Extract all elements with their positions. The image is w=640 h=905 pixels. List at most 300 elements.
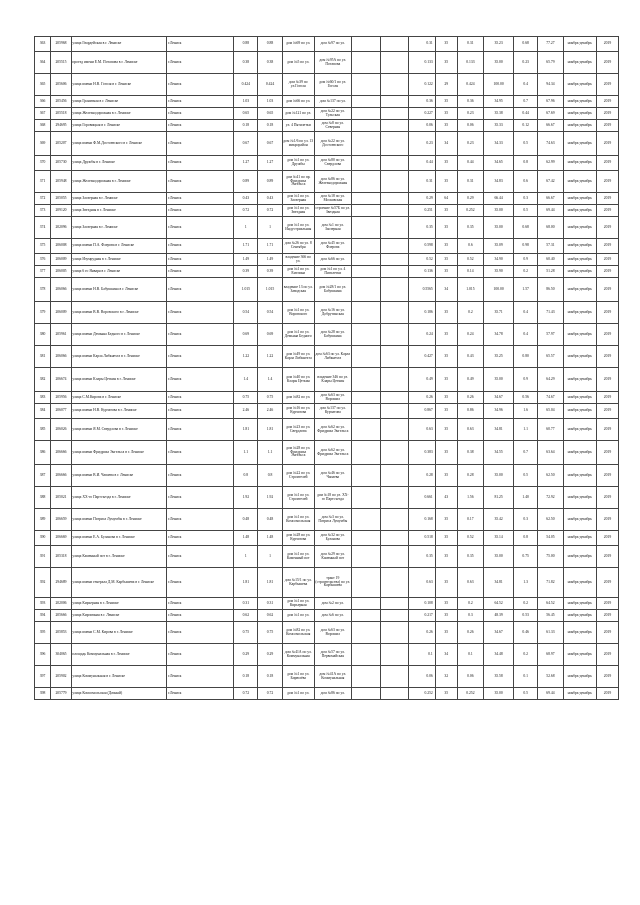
cell-row-number: 370 <box>35 156 51 171</box>
cell-road-id: 304065 <box>51 644 72 666</box>
cell-road-id: 205961 <box>51 324 72 346</box>
cell-end-point: дом №57 по ул. Первомайская <box>314 644 351 666</box>
cell-value-c: 0.75 <box>514 546 538 568</box>
cell-value-c: 0.5 <box>514 205 538 217</box>
cell-end-point: тракт 19 (строительства) по ул. Карбышева <box>314 568 351 598</box>
cell-blank-2 <box>380 52 409 74</box>
cell-percent-a: 35 <box>435 531 457 546</box>
cell-length-total: 2.46 <box>234 404 258 419</box>
cell-end-point: дом №97 по ул. <box>314 37 351 52</box>
cell-value-c: 1.40 <box>514 487 538 509</box>
cell-row-number: 384 <box>35 404 51 419</box>
cell-blank-1 <box>351 441 380 465</box>
cell-blank-1 <box>351 487 380 509</box>
cell-blank-1 <box>351 419 380 441</box>
cell-start-point: дом №66 по ул. <box>282 96 314 108</box>
cell-value-b: 0.43 <box>457 346 483 368</box>
cell-road-id: 206669 <box>51 531 72 546</box>
cell-row-number: 389 <box>35 509 51 531</box>
cell-road-id: 205968 <box>51 37 72 52</box>
cell-period: ноябрь-декабрь <box>563 368 596 392</box>
cell-percent-c: 86.50 <box>538 278 563 302</box>
cell-locality: г.Лениск <box>167 37 234 52</box>
cell-length-measured: 0.54 <box>258 302 282 324</box>
cell-length-total: 0.424 <box>234 74 258 96</box>
cell-locality: г.Лениск <box>167 419 234 441</box>
cell-row-number: 363 <box>35 37 51 52</box>
cell-road-name: улица имени Н.В. Бабушкина в г. Лениске <box>71 278 167 302</box>
cell-length-measured: 0.29 <box>258 644 282 666</box>
cell-blank-2 <box>380 217 409 239</box>
cell-value-b: 0.52 <box>457 254 483 266</box>
cell-value-b: 0.26 <box>457 622 483 644</box>
cell-length-measured: 1 <box>258 217 282 239</box>
cell-blank-2 <box>380 688 409 700</box>
cell-road-id: 206009 <box>51 254 72 266</box>
cell-percent-b: 34.65 <box>484 156 514 171</box>
cell-percent-a: 29 <box>435 74 457 96</box>
cell-end-point: дом №86 по ул. <box>314 688 351 700</box>
cell-value-a: 0.252 <box>409 688 435 700</box>
cell-length-measured: 2.46 <box>258 404 282 419</box>
cell-road-id: 205956 <box>51 392 72 404</box>
cell-start-point: дом №1 по ул. Индустриальная <box>282 217 314 239</box>
cell-start-point: дом №26 по ул. 8 Сентября <box>282 239 314 254</box>
cell-length-total: 0.72 <box>234 205 258 217</box>
cell-row-number: 391 <box>35 546 51 568</box>
cell-blank-1 <box>351 465 380 487</box>
cell-blank-1 <box>351 254 380 266</box>
table-row <box>35 37 619 52</box>
cell-blank-1 <box>351 346 380 368</box>
cell-blank-2 <box>380 610 409 622</box>
cell-locality: г.Лениск <box>167 239 234 254</box>
cell-period: ноябрь-декабрь <box>563 392 596 404</box>
cell-end-point: дом №62 по ул. Фридриха Энгельса <box>314 441 351 465</box>
cell-locality: г.Лениск <box>167 132 234 156</box>
cell-locality: г.Лениск <box>167 108 234 120</box>
cell-row-number: 387 <box>35 465 51 487</box>
cell-length-measured: 0.72 <box>258 205 282 217</box>
cell-percent-c: 74.67 <box>538 392 563 404</box>
cell-locality: г.Лениск <box>167 278 234 302</box>
cell-blank-1 <box>351 546 380 568</box>
cell-start-point: дом №28 по ул. Курчатова <box>282 531 314 546</box>
cell-percent-b: 34.67 <box>484 392 514 404</box>
cell-start-point: дом №5 по ул. <box>282 52 314 74</box>
cell-value-b: 0.133 <box>457 52 483 74</box>
cell-value-b: 0.86 <box>457 404 483 419</box>
cell-row-number: 390 <box>35 531 51 546</box>
cell-period: ноябрь-декабрь <box>563 346 596 368</box>
cell-start-point: владение 13 по ул. Заводская <box>282 278 314 302</box>
cell-percent-c: 64.29 <box>538 368 563 392</box>
cell-road-id: 205207 <box>51 132 72 156</box>
cell-length-measured: 0.69 <box>258 324 282 346</box>
cell-value-c: 0.4 <box>514 324 538 346</box>
cell-locality: г.Лениск <box>167 465 234 487</box>
cell-blank-2 <box>380 266 409 278</box>
cell-road-name: улица Комсомольская (Дачный) <box>71 688 167 700</box>
cell-length-total: 0.75 <box>234 622 258 644</box>
cell-value-c: 0.5 <box>514 688 538 700</box>
cell-period: ноябрь-декабрь <box>563 96 596 108</box>
cell-end-point: дом №137 по ул. Курчатова <box>314 404 351 419</box>
cell-period: ноябрь-декабрь <box>563 217 596 239</box>
cell-start-point: дом №1 по ул. Строителей <box>282 487 314 509</box>
cell-period: ноябрь-декабрь <box>563 74 596 96</box>
cell-length-total: 0.72 <box>234 688 258 700</box>
cell-period: ноябрь-декабрь <box>563 108 596 120</box>
cell-road-name: улица Заозерная в г. Лениске <box>71 193 167 205</box>
cell-period: ноябрь-декабрь <box>563 52 596 74</box>
cell-percent-b: 35.09 <box>484 239 514 254</box>
cell-percent-b: 34.33 <box>484 132 514 156</box>
cell-length-measured: 0.75 <box>258 392 282 404</box>
cell-length-total: 1.015 <box>234 278 258 302</box>
cell-length-measured: 1.49 <box>258 254 282 266</box>
cell-period: ноябрь-декабрь <box>563 302 596 324</box>
cell-start-point: дом №121 по ул. <box>282 108 314 120</box>
cell-blank-2 <box>380 568 409 598</box>
cell-length-total: 0.54 <box>234 302 258 324</box>
cell-length-total: 0.88 <box>234 37 258 52</box>
cell-row-number: 364 <box>35 52 51 74</box>
cell-end-point: дом №2 по ул. <box>314 598 351 610</box>
cell-percent-a: 35 <box>435 509 457 531</box>
cell-length-measured: 0.38 <box>258 52 282 74</box>
cell-row-number: 394 <box>35 610 51 622</box>
table-row <box>35 644 619 666</box>
cell-locality: г.Лениск <box>167 120 234 132</box>
cell-end-point: дом №18 по ул. Московская <box>314 193 351 205</box>
cell-percent-b: 35.00 <box>484 368 514 392</box>
cell-value-a: 0.44 <box>409 156 435 171</box>
cell-blank-1 <box>351 688 380 700</box>
cell-value-b: 0.38 <box>457 441 483 465</box>
cell-length-total: 1.4 <box>234 368 258 392</box>
cell-length-total: 0.18 <box>234 120 258 132</box>
cell-row-number: 393 <box>35 598 51 610</box>
cell-start-point: дом №41 по пр. Фридриха Энгельса <box>282 171 314 193</box>
cell-length-measured: 0.39 <box>258 266 282 278</box>
cell-value-c: 0.8 <box>514 531 538 546</box>
cell-end-point: дом №18 по ул. XX-го Партсъезда <box>314 487 351 509</box>
cell-start-point: дом №22 по ул. Строителей <box>282 465 314 487</box>
cell-road-id: 206005 <box>51 266 72 278</box>
cell-row-number: 372 <box>35 193 51 205</box>
cell-end-point: дом №28 по ул. Бабушкина <box>314 324 351 346</box>
cell-end-point: дом №137 по ул. <box>314 96 351 108</box>
cell-percent-a: 34 <box>435 132 457 156</box>
cell-value-b: 0.49 <box>457 368 483 392</box>
cell-period: ноябрь-декабрь <box>563 239 596 254</box>
cell-percent-b: 35.00 <box>484 217 514 239</box>
cell-value-c: 0.44 <box>514 108 538 120</box>
cell-length-measured: 1.1 <box>258 441 282 465</box>
cell-percent-b: 35.38 <box>484 108 514 120</box>
cell-length-measured: 0.65 <box>258 108 282 120</box>
cell-value-c: 0.4 <box>514 74 538 96</box>
cell-row-number: 397 <box>35 666 51 688</box>
cell-period: ноябрь-декабрь <box>563 171 596 193</box>
cell-percent-b: 34.95 <box>484 96 514 108</box>
cell-road-name: улица имени Н.В. Гоголя в г. Лениске <box>71 74 167 96</box>
table-row <box>35 419 619 441</box>
cell-start-point: дом №16 по ул. Курчатова <box>282 404 314 419</box>
cell-blank-1 <box>351 610 380 622</box>
cell-period: ноябрь-декабрь <box>563 156 596 171</box>
cell-start-point: дом №15/1 по ул. Карбышева <box>282 568 314 598</box>
cell-end-point: дом №1 по ул. Заозерная <box>314 217 351 239</box>
cell-value-b: 0.24 <box>457 324 483 346</box>
cell-value-a: 0.133 <box>409 52 435 74</box>
cell-locality: г.Лениск <box>167 487 234 509</box>
cell-locality: г.Лениск <box>167 622 234 644</box>
cell-blank-2 <box>380 96 409 108</box>
cell-end-point: дом №60/1 по ул. Гоголя <box>314 74 351 96</box>
cell-end-point: дом №86 по ул. Железнодорожная <box>314 171 351 193</box>
cell-locality: г.Лениск <box>167 546 234 568</box>
cell-road-id: 206066 <box>51 278 72 302</box>
cell-value-a: 0.598 <box>409 239 435 254</box>
cell-row-number: 383 <box>35 392 51 404</box>
cell-road-id: 205606 <box>51 74 72 96</box>
cell-start-point: дом №1 по ул. Емелина <box>282 266 314 278</box>
cell-year: 2019 <box>596 254 618 266</box>
cell-length-measured: 1.92 <box>258 487 282 509</box>
cell-road-name: улица имени П.А. Флерова в г. Лениске <box>71 239 167 254</box>
cell-period: ноябрь-декабрь <box>563 644 596 666</box>
cell-percent-c: 67.42 <box>538 171 563 193</box>
cell-length-measured: 1.4 <box>258 368 282 392</box>
cell-row-number: 396 <box>35 644 51 666</box>
cell-road-id: 206674 <box>51 368 72 392</box>
cell-locality: г.Лениск <box>167 666 234 688</box>
cell-length-measured: 1.03 <box>258 96 282 108</box>
cell-length-measured: 1.22 <box>258 346 282 368</box>
cell-road-id: 205948 <box>51 171 72 193</box>
cell-year: 2019 <box>596 688 618 700</box>
cell-start-point: дом №39 по ул.Гоголя <box>282 74 314 96</box>
cell-length-total: 1.03 <box>234 96 258 108</box>
cell-road-name: улица имени Клары Цеткин в г. Лениске <box>71 368 167 392</box>
cell-percent-a: 35 <box>435 465 457 487</box>
cell-percent-a: 35 <box>435 404 457 419</box>
cell-value-a: 0.35 <box>409 546 435 568</box>
table-row <box>35 531 619 546</box>
cell-percent-c: 64.52 <box>538 598 563 610</box>
cell-value-a: 0.63 <box>409 419 435 441</box>
cell-locality: г.Лениск <box>167 217 234 239</box>
table-row <box>35 156 619 171</box>
cell-blank-1 <box>351 666 380 688</box>
cell-value-c: 0.2 <box>514 644 538 666</box>
cell-locality: г.Лениск <box>167 254 234 266</box>
cell-period: ноябрь-декабрь <box>563 546 596 568</box>
cell-road-name: площадь Коммунальная в г. Лениске <box>71 644 167 666</box>
cell-year: 2019 <box>596 666 618 688</box>
cell-value-b: 0.1 <box>457 644 483 666</box>
cell-value-a: 0.26 <box>409 392 435 404</box>
cell-locality: г.Лениск <box>167 644 234 666</box>
cell-percent-c: 65.04 <box>538 404 563 419</box>
cell-blank-1 <box>351 108 380 120</box>
cell-percent-b: 34.81 <box>484 568 514 598</box>
cell-end-point: дом №32 по ул. Буланова <box>314 531 351 546</box>
cell-blank-1 <box>351 598 380 610</box>
cell-period: ноябрь-декабрь <box>563 254 596 266</box>
cell-blank-1 <box>351 120 380 132</box>
cell-road-name: улица Изумрудная в г. Лениске <box>71 254 167 266</box>
cell-year: 2019 <box>596 52 618 74</box>
cell-row-number: 381 <box>35 346 51 368</box>
cell-locality: г.Лениск <box>167 688 234 700</box>
cell-percent-c: 52.68 <box>538 666 563 688</box>
table-row <box>35 509 619 531</box>
table-row <box>35 239 619 254</box>
cell-blank-1 <box>351 531 380 546</box>
cell-period: ноябрь-декабрь <box>563 509 596 531</box>
cell-locality: г.Лениск <box>167 52 234 74</box>
cell-road-name: улица С.М.Кирова в г. Лениске <box>71 392 167 404</box>
cell-row-number: 371 <box>35 171 51 193</box>
table-row <box>35 392 619 404</box>
cell-value-a: 0.427 <box>409 346 435 368</box>
cell-value-c: 0.7 <box>514 96 538 108</box>
cell-end-point: дом №63 по ул. Ворошил <box>314 622 351 644</box>
cell-length-measured: 1 <box>258 546 282 568</box>
cell-length-measured: 0.43 <box>258 193 282 205</box>
cell-length-total: 1.22 <box>234 346 258 368</box>
cell-end-point: дом №22 по ул. Тульская <box>314 108 351 120</box>
cell-value-c: 0.3 <box>514 193 538 205</box>
cell-row-number: 395 <box>35 622 51 644</box>
cell-blank-1 <box>351 52 380 74</box>
cell-road-id: 294695 <box>51 120 72 132</box>
cell-value-a: 0.136 <box>409 266 435 278</box>
cell-start-point: дом №41А по ул. Коммунальная <box>282 644 314 666</box>
cell-year: 2019 <box>596 509 618 531</box>
cell-value-a: 0.108 <box>409 598 435 610</box>
cell-period: ноябрь-декабрь <box>563 598 596 610</box>
cell-value-c: 0.5 <box>514 465 538 487</box>
cell-blank-2 <box>380 368 409 392</box>
cell-blank-1 <box>351 509 380 531</box>
cell-length-total: 0.48 <box>234 509 258 531</box>
document-sheet <box>34 36 619 700</box>
cell-blank-2 <box>380 74 409 96</box>
cell-percent-b: 35.00 <box>484 688 514 700</box>
cell-length-total: 0.38 <box>234 52 258 74</box>
cell-value-a: 0.28 <box>409 465 435 487</box>
cell-value-a: 0.867 <box>409 404 435 419</box>
cell-end-point: дом №46 по ул. Чапаева <box>314 465 351 487</box>
cell-year: 2019 <box>596 465 618 487</box>
cell-year: 2019 <box>596 404 618 419</box>
cell-percent-c: 68.97 <box>538 644 563 666</box>
cell-road-name: улица имени Фридриха Энгельса в г. Лениске <box>71 441 167 465</box>
cell-start-point: дом №1 по ул. Звездная <box>282 205 314 217</box>
cell-percent-a: 35 <box>435 302 457 324</box>
cell-value-c: 0.1 <box>514 666 538 688</box>
cell-period: ноябрь-декабрь <box>563 324 596 346</box>
cell-start-point: дом №49 по ул. Карла Либкнехта <box>282 346 314 368</box>
cell-value-b: 0.36 <box>457 96 483 108</box>
cell-blank-1 <box>351 156 380 171</box>
cell-value-b: 0.6 <box>457 239 483 254</box>
cell-percent-c: 69.44 <box>538 205 563 217</box>
cell-road-id: 206066 <box>51 346 72 368</box>
cell-percent-c: 69.44 <box>538 688 563 700</box>
cell-percent-a: 35 <box>435 171 457 193</box>
cell-start-point: дом №82 по ул. <box>282 392 314 404</box>
cell-road-name: улица имени В.В. Воровского в г. Лениске <box>71 302 167 324</box>
cell-value-b: 1.015 <box>457 278 483 302</box>
cell-value-c: 0.2 <box>514 266 538 278</box>
cell-start-point: дом №23 по ул. Свердлова <box>282 419 314 441</box>
cell-value-b: 0.63 <box>457 419 483 441</box>
cell-blank-1 <box>351 302 380 324</box>
cell-value-a: 0.122 <box>409 74 435 96</box>
cell-road-name: улица Каменный пот в г. Лениске <box>71 546 167 568</box>
roads-table-body <box>35 37 619 700</box>
cell-value-b: 0.2 <box>457 302 483 324</box>
cell-percent-c: 65.57 <box>538 346 563 368</box>
cell-end-point: дом №22 по ул. Достоевского <box>314 132 351 156</box>
cell-percent-a: 34 <box>435 644 457 666</box>
cell-road-name: улица имени Патриса Лумумбы в г. Лениске <box>71 509 167 531</box>
cell-percent-c: 56.45 <box>538 610 563 622</box>
cell-road-id: 205515 <box>51 52 72 74</box>
cell-value-b: 0.23 <box>457 108 483 120</box>
cell-percent-b: 35.33 <box>484 120 514 132</box>
cell-road-id: 206666 <box>51 465 72 487</box>
cell-road-id: 205730 <box>51 156 72 171</box>
table-row <box>35 324 619 346</box>
cell-blank-1 <box>351 324 380 346</box>
cell-percent-c: 71.43 <box>538 302 563 324</box>
cell-value-a: 0.5565 <box>409 278 435 302</box>
cell-length-measured: 1.81 <box>258 568 282 598</box>
cell-start-point: дом №1 по ул. <box>282 688 314 700</box>
cell-percent-a: 43 <box>435 487 457 509</box>
cell-blank-2 <box>380 392 409 404</box>
cell-value-a: 0.227 <box>409 108 435 120</box>
cell-year: 2019 <box>596 419 618 441</box>
cell-value-c: 0.68 <box>514 217 538 239</box>
cell-road-id: 294689 <box>51 568 72 598</box>
cell-blank-2 <box>380 302 409 324</box>
cell-length-measured: 1.71 <box>258 239 282 254</box>
cell-road-name: улица Кирпичная в г. Лениске <box>71 610 167 622</box>
cell-start-point: дом №1 по ул. Бирюлёва <box>282 666 314 688</box>
cell-period: ноябрь-декабрь <box>563 205 596 217</box>
cell-start-point: владение 366 по ул. <box>282 254 314 266</box>
cell-percent-c: 61.33 <box>538 622 563 644</box>
cell-road-name: улица имени Н.В. Курчатова в г. Лениске <box>71 404 167 419</box>
cell-value-c: 0.12 <box>514 120 538 132</box>
cell-value-c: 1.1 <box>514 419 538 441</box>
cell-start-point: дом №69 по ул. <box>282 37 314 52</box>
cell-road-name: улица имени Демьяна Бедного в г. Лениске <box>71 324 167 346</box>
cell-length-measured: 0.18 <box>258 666 282 688</box>
cell-length-total: 0.65 <box>234 108 258 120</box>
cell-percent-c: 62.99 <box>538 156 563 171</box>
cell-locality: г.Лениск <box>167 509 234 531</box>
cell-road-name: улица имени Е.А. Буланова в г. Лениске <box>71 531 167 546</box>
cell-percent-c: 62.50 <box>538 509 563 531</box>
